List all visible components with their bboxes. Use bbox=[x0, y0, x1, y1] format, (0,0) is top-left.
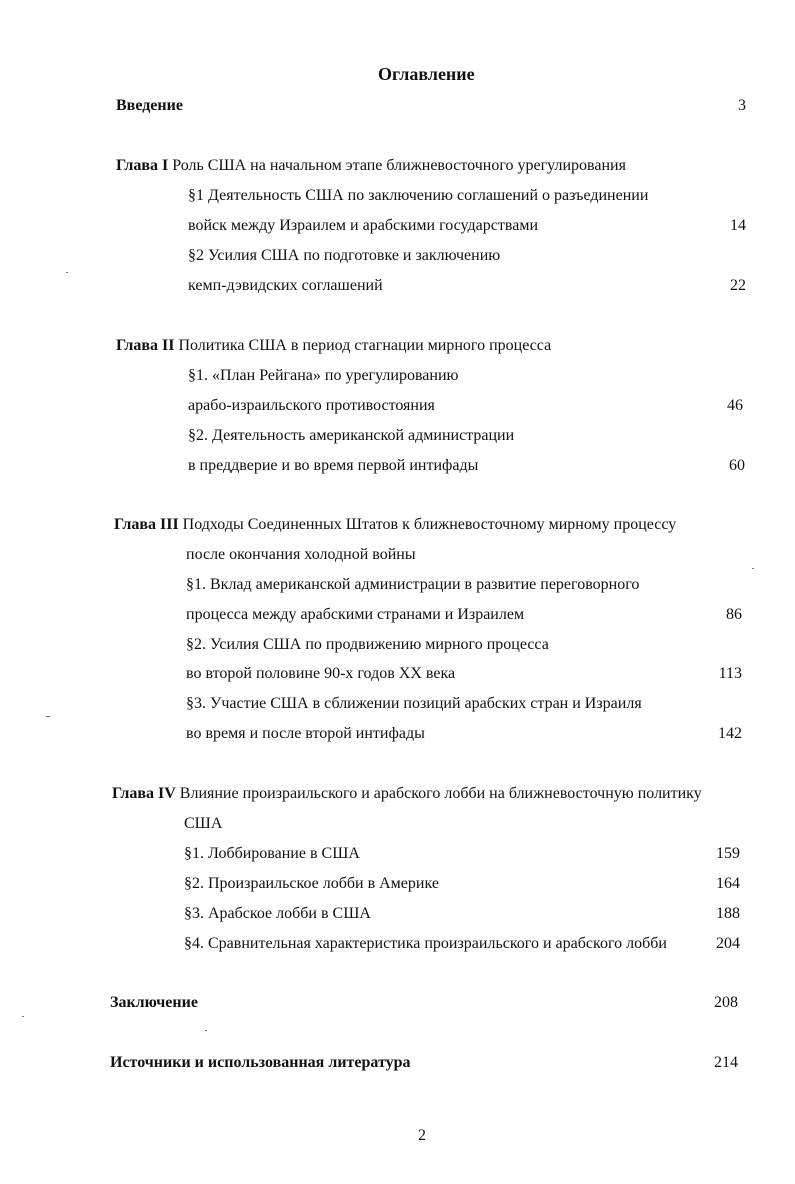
ch2-section-1-line-2: арабо-израильского противостояния bbox=[188, 397, 435, 414]
ch4-section-3-page: 188 bbox=[716, 905, 740, 922]
ch1-section-2-line-2: кемп-дэвидских соглашений bbox=[188, 277, 383, 294]
ch2-section-2-page: 60 bbox=[729, 457, 745, 474]
ch4-section-1-page: 159 bbox=[716, 845, 740, 862]
ch4-section-4: §4. Сравнительная характеристика произраильского и арабского лобби bbox=[184, 935, 667, 952]
ch1-section-2-line-1: §2 Усилия США по подготовке и заключению bbox=[188, 247, 501, 264]
sources-label: Источники и использованная литература bbox=[110, 1054, 411, 1071]
intro-label: Введение bbox=[116, 97, 183, 114]
conclusion-page: 208 bbox=[714, 994, 738, 1011]
ch3-section-1-line-1: §1. Вклад американской администрации в развитие переговорного bbox=[186, 576, 640, 593]
ch2-section-1-page: 46 bbox=[727, 397, 743, 414]
scan-speck bbox=[22, 1016, 24, 1017]
chapter-4-title-line-2: США bbox=[184, 815, 223, 832]
ch1-section-1-line-2: войск между Израилем и арабскими государствами bbox=[188, 217, 538, 234]
chapter-3-heading bbox=[114, 515, 676, 535]
ch2-section-2-line-1: §2. Деятельность американской администрации bbox=[188, 427, 515, 444]
scan-speck bbox=[205, 1030, 207, 1031]
chapter-4-heading bbox=[112, 784, 702, 804]
intro-page: 3 bbox=[738, 97, 746, 114]
chapter-1-title: Роль США на начальном этапе ближневосточного урегулирования bbox=[172, 157, 626, 174]
ch3-section-2-line-1: §2. Усилия США по продвижению мирного процесса bbox=[186, 636, 549, 653]
chapter-3-label: Глава III bbox=[114, 516, 179, 533]
conclusion-label: Заключение bbox=[110, 994, 198, 1011]
ch1-section-1-page: 14 bbox=[730, 217, 746, 234]
sources-page: 214 bbox=[714, 1054, 738, 1071]
ch4-section-2-page: 164 bbox=[716, 875, 740, 892]
ch2-section-1-line-1: §1. «План Рейгана» по урегулированию bbox=[188, 367, 459, 384]
ch4-section-3: §3. Арабское лобби в США bbox=[184, 905, 371, 922]
ch4-section-4-page: 204 bbox=[716, 935, 740, 952]
chapter-4-title-line-1: Влияние произраильского и арабского лобби на ближневосточную политику bbox=[179, 785, 702, 802]
ch3-section-3-page: 142 bbox=[718, 725, 742, 742]
ch3-section-2-line-2: во второй половине 90-х годов XX века bbox=[186, 665, 456, 682]
ch3-section-1-page: 86 bbox=[726, 606, 742, 623]
ch1-section-1-line-1: §1 Деятельность США по заключению соглашений о разъединении bbox=[188, 187, 649, 204]
chapter-2-label: Глава II bbox=[116, 337, 175, 354]
page-title: Оглавление bbox=[378, 64, 475, 84]
ch4-section-2: §2. Произраильское лобби в Америке bbox=[184, 875, 439, 892]
ch3-section-3-line-2: во время и после второй интифады bbox=[186, 725, 425, 742]
ch3-section-2-page: 113 bbox=[718, 665, 742, 682]
ch4-section-1: §1. Лоббирование в США bbox=[184, 845, 360, 862]
scan-speck bbox=[66, 272, 68, 273]
ch3-section-1-line-2: процесса между арабскими странами и Израилем bbox=[186, 606, 525, 623]
chapter-1-heading bbox=[116, 156, 626, 176]
ch2-section-2-line-2: в преддверие и во время первой интифады bbox=[188, 457, 479, 474]
ch3-section-3-line-1: §3. Участие США в сближении позиций арабских стран и Израиля bbox=[186, 695, 642, 712]
chapter-4-label: Глава IV bbox=[112, 785, 176, 802]
chapter-3-title-line-2: после окончания холодной войны bbox=[186, 546, 416, 563]
page-number: 2 bbox=[418, 1127, 426, 1144]
chapter-2-heading bbox=[116, 336, 551, 356]
chapter-3-title-line-1: Подходы Соединенных Штатов к ближневосточному мирному процессу bbox=[182, 516, 677, 533]
chapter-1-label: Глава I bbox=[116, 157, 169, 174]
scan-speck bbox=[752, 568, 754, 569]
chapter-2-title: Политика США в период стагнации мирного процесса bbox=[178, 337, 552, 354]
ch1-section-2-page: 22 bbox=[730, 277, 746, 294]
scan-speck bbox=[46, 716, 50, 717]
